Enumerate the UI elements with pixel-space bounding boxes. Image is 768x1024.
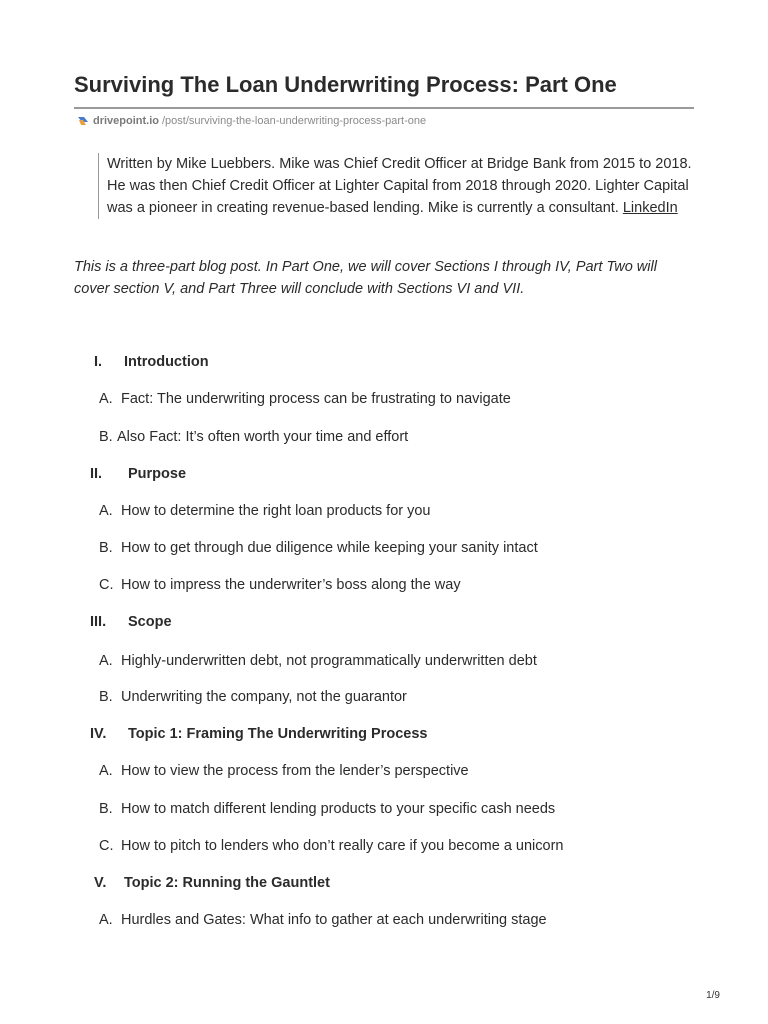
outline-text: How to impress the underwriter’s boss along the way	[121, 577, 461, 593]
outline-text: Also Fact: It’s often worth your time and effort	[117, 429, 409, 445]
outline-text: How to view the process from the lender’s perspective	[121, 763, 469, 779]
outline-text: Underwriting the company, not the guarantor	[121, 689, 407, 705]
page-number: 1/9	[706, 990, 720, 1001]
outline-marker: A.	[99, 912, 113, 928]
outline-marker: C.	[99, 838, 114, 854]
outline-text: Topic 1: Framing The Underwriting Process	[128, 726, 428, 742]
outline-marker: A.	[99, 653, 113, 669]
outline-section-heading	[90, 464, 186, 484]
outline-subitem	[99, 651, 537, 671]
outline-marker: III.	[90, 614, 107, 630]
outline-marker: B.	[99, 540, 113, 556]
page-title: Surviving The Loan Underwriting Process: Part One	[74, 72, 617, 97]
outline-text: How to determine the right loan products for you	[121, 503, 431, 519]
outline-subitem	[99, 575, 461, 595]
outline-subitem	[99, 687, 407, 707]
outline-section-heading	[90, 612, 172, 632]
linkedin-link[interactable]: LinkedIn	[622, 200, 678, 216]
outline-subitem	[99, 389, 511, 409]
outline-subitem	[99, 799, 555, 819]
title-divider	[74, 107, 694, 109]
outline-text: Hurdles and Gates: What info to gather at each underwriting stage	[121, 912, 547, 928]
outline-text: Highly-underwritten debt, not programmatically underwritten debt	[121, 653, 537, 669]
outline-subitem	[99, 427, 408, 447]
outline-text: Topic 2: Running the Gauntlet	[124, 875, 330, 891]
outline-marker: II.	[90, 466, 103, 482]
outline-text: Purpose	[128, 466, 187, 482]
source-path: /post/surviving-the-loan-underwriting-process-part-one	[162, 115, 427, 127]
outline-section-heading	[90, 724, 427, 744]
outline-marker: C.	[99, 577, 114, 593]
outline-marker: A.	[99, 763, 113, 779]
outline-subitem	[99, 538, 538, 558]
outline-marker: V.	[94, 875, 107, 891]
outline-marker: B.	[99, 689, 113, 705]
outline-text: How to get through due diligence while keeping your sanity intact	[121, 540, 538, 556]
outline-section-heading	[94, 873, 330, 893]
source-domain: drivepoint.io	[93, 115, 159, 127]
source-link[interactable]	[76, 114, 426, 128]
outline-marker: B.	[99, 429, 113, 445]
outline-subitem	[99, 501, 431, 521]
outline-text: How to pitch to lenders who don’t really care if you become a unicorn	[121, 838, 564, 854]
outline-subitem	[99, 761, 469, 781]
outline-text: Scope	[128, 614, 172, 630]
outline-marker: B.	[99, 801, 113, 817]
site-favicon-icon	[76, 114, 90, 128]
outline-text: Fact: The underwriting process can be frustrating to navigate	[121, 391, 511, 407]
outline-subitem	[99, 836, 563, 856]
outline-section-heading	[94, 352, 209, 372]
series-intro: This is a three-part blog post. In Part One, we will cover Sections I through IV, Part Two will cover section V, and Part Three will conclude with Sections VI and VII.	[74, 259, 657, 297]
author-bio-text: Written by Mike Luebbers. Mike was Chief Credit Officer at Bridge Bank from 2015 to 2018. He was then Chief Credit Officer at Lighter Capital from 2018 through 2020. Lighter Capital was a pioneer in creating revenue-based lending. Mike is currently a consultant.	[107, 156, 692, 216]
outline-marker: A.	[99, 391, 113, 407]
outline-marker: A.	[99, 503, 113, 519]
author-quote	[98, 153, 697, 219]
outline-subitem	[99, 910, 547, 930]
outline-text: How to match different lending products to your specific cash needs	[121, 801, 556, 817]
outline-marker: IV.	[90, 726, 107, 742]
outline-text: Introduction	[124, 354, 209, 370]
outline-marker: I.	[94, 354, 103, 370]
